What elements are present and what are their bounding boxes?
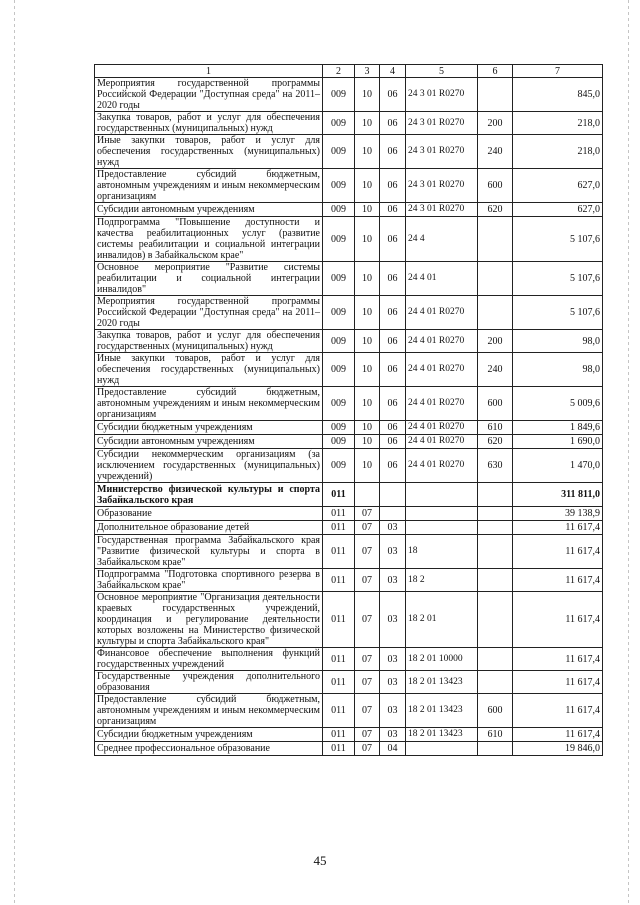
amount: 11 617,4 [513,671,603,694]
subsection-code: 03 [380,521,406,535]
amount: 11 617,4 [513,694,603,728]
amount: 5 107,6 [513,296,603,330]
ved-code: 009 [323,78,355,112]
row-name: Предоставление субсидий бюджетным, автономным учреждениям и иным некоммерческим организациям [95,387,323,421]
amount: 11 617,4 [513,569,603,592]
section-code: 07 [355,592,380,648]
header-cell: 2 [323,65,355,78]
table-row [95,449,603,483]
row-name: Основное мероприятие "Развитие системы реабилитации и социальной интеграции инвалидов" [95,262,323,296]
subsection-code: 06 [380,435,406,449]
amount: 98,0 [513,353,603,387]
expense-type-code: 600 [478,387,513,421]
amount: 627,0 [513,203,603,217]
table-row [95,203,603,217]
amount: 218,0 [513,112,603,135]
table-row [95,435,603,449]
amount: 98,0 [513,330,603,353]
table-row [95,483,603,507]
ved-code: 011 [323,742,355,756]
ved-code: 011 [323,483,355,507]
subsection-code [380,507,406,521]
amount: 845,0 [513,78,603,112]
expense-type-code: 200 [478,330,513,353]
budget-table [94,64,603,756]
target-article-code: 24 4 01 R0270 [406,387,478,421]
header-cell: 6 [478,65,513,78]
header-cell: 1 [95,65,323,78]
expense-type-code [478,521,513,535]
target-article-code: 24 3 01 R0270 [406,112,478,135]
expense-type-code: 620 [478,203,513,217]
target-article-code: 24 3 01 R0270 [406,78,478,112]
ved-code: 009 [323,112,355,135]
header-cell: 7 [513,65,603,78]
table-row [95,521,603,535]
table-row [95,169,603,203]
table-header-row [95,65,603,78]
target-article-code: 18 2 01 13423 [406,728,478,742]
ved-code: 011 [323,535,355,569]
table-row [95,262,603,296]
subsection-code: 06 [380,330,406,353]
row-name: Иные закупки товаров, работ и услуг для обеспечения государственных (муниципальных) нужд [95,135,323,169]
table-row [95,421,603,435]
amount: 11 617,4 [513,535,603,569]
amount: 11 617,4 [513,521,603,535]
target-article-code: 24 4 01 R0270 [406,421,478,435]
target-article-code: 24 4 01 R0270 [406,296,478,330]
subsection-code: 06 [380,387,406,421]
table-row [95,694,603,728]
row-name: Среднее профессиональное образование [95,742,323,756]
ved-code: 011 [323,648,355,671]
subsection-code: 03 [380,694,406,728]
target-article-code: 18 2 01 13423 [406,694,478,728]
expense-type-code [478,569,513,592]
ved-code: 009 [323,435,355,449]
section-code: 10 [355,217,380,262]
subsection-code: 06 [380,217,406,262]
subsection-code: 03 [380,569,406,592]
target-article-code: 18 2 01 13423 [406,671,478,694]
subsection-code: 06 [380,262,406,296]
ved-code: 009 [323,353,355,387]
section-code: 07 [355,569,380,592]
section-code: 07 [355,742,380,756]
table-row [95,592,603,648]
expense-type-code: 620 [478,435,513,449]
expense-type-code: 630 [478,449,513,483]
row-name: Министерство физической культуры и спорта Забайкальского края [95,483,323,507]
row-name: Образование [95,507,323,521]
table-row [95,330,603,353]
table-row [95,742,603,756]
ved-code: 011 [323,694,355,728]
row-name: Дополнительное образование детей [95,521,323,535]
table-row [95,569,603,592]
amount: 5 107,6 [513,262,603,296]
target-article-code: 24 4 01 R0270 [406,330,478,353]
target-article-code: 18 2 01 10000 [406,648,478,671]
section-code: 07 [355,521,380,535]
amount: 627,0 [513,169,603,203]
row-name: Подпрограмма "Повышение доступности и качества реабилитационных услуг (развитие системы реабилитации и социальной интеграции инвалидов) в Забайкальском крае" [95,217,323,262]
target-article-code: 24 4 01 R0270 [406,435,478,449]
subsection-code: 03 [380,592,406,648]
amount: 5 009,6 [513,387,603,421]
subsection-code: 06 [380,353,406,387]
subsection-code: 06 [380,296,406,330]
row-name: Государственные учреждения дополнительного образования [95,671,323,694]
target-article-code: 24 4 01 [406,262,478,296]
amount: 11 617,4 [513,592,603,648]
amount: 19 846,0 [513,742,603,756]
section-code: 10 [355,135,380,169]
section-code: 10 [355,421,380,435]
target-article-code [406,483,478,507]
amount: 11 617,4 [513,648,603,671]
target-article-code [406,507,478,521]
expense-type-code [478,507,513,521]
subsection-code: 03 [380,671,406,694]
scan-edge-right [628,0,629,905]
subsection-code: 06 [380,169,406,203]
section-code: 10 [355,353,380,387]
section-code: 10 [355,203,380,217]
subsection-code: 03 [380,728,406,742]
row-name: Мероприятия государственной программы Российской Федерации "Доступная среда" на 2011–2020 годы [95,78,323,112]
table-row [95,296,603,330]
section-code: 10 [355,449,380,483]
expense-type-code [478,217,513,262]
row-name: Субсидии автономным учреждениям [95,203,323,217]
header-cell: 5 [406,65,478,78]
ved-code: 009 [323,421,355,435]
row-name: Иные закупки товаров, работ и услуг для обеспечения государственных (муниципальных) нужд [95,353,323,387]
expense-type-code: 610 [478,421,513,435]
subsection-code: 06 [380,78,406,112]
target-article-code: 18 2 01 [406,592,478,648]
ved-code: 009 [323,296,355,330]
section-code [355,483,380,507]
amount: 311 811,0 [513,483,603,507]
section-code: 07 [355,671,380,694]
section-code: 10 [355,330,380,353]
target-article-code [406,742,478,756]
section-code: 07 [355,648,380,671]
target-article-code: 18 2 [406,569,478,592]
ved-code: 009 [323,135,355,169]
expense-type-code [478,648,513,671]
row-name: Подпрограмма "Подготовка спортивного резерва в Забайкальском крае" [95,569,323,592]
ved-code: 011 [323,569,355,592]
table-row [95,535,603,569]
ved-code: 011 [323,507,355,521]
target-article-code: 24 4 01 R0270 [406,353,478,387]
expense-type-code: 240 [478,353,513,387]
scan-edge-left [14,0,15,905]
table-row [95,353,603,387]
target-article-code: 24 3 01 R0270 [406,169,478,203]
row-name: Субсидии некоммерческим организациям (за исключением государственных (муниципальных) учреждений) [95,449,323,483]
subsection-code: 03 [380,648,406,671]
page-number: 45 [313,853,327,868]
table-row [95,648,603,671]
amount: 5 107,6 [513,217,603,262]
expense-type-code: 600 [478,169,513,203]
table-row [95,78,603,112]
row-name: Финансовое обеспечение выполнения функций государственных учреждений [95,648,323,671]
ved-code: 009 [323,387,355,421]
row-name: Предоставление субсидий бюджетным, автономным учреждениям и иным некоммерческим организациям [95,694,323,728]
row-name: Предоставление субсидий бюджетным, автономным учреждениям и иным некоммерческим организациям [95,169,323,203]
table-row [95,135,603,169]
section-code: 07 [355,507,380,521]
table-row [95,387,603,421]
ved-code: 009 [323,449,355,483]
section-code: 07 [355,694,380,728]
expense-type-code [478,742,513,756]
section-code: 10 [355,169,380,203]
target-article-code: 24 3 01 R0270 [406,135,478,169]
row-name: Закупка товаров, работ и услуг для обеспечения государственных (муниципальных) нужд [95,112,323,135]
expense-type-code [478,78,513,112]
section-code: 10 [355,387,380,421]
target-article-code: 24 3 01 R0270 [406,203,478,217]
target-article-code: 18 [406,535,478,569]
amount: 1 690,0 [513,435,603,449]
section-code: 10 [355,78,380,112]
ved-code: 011 [323,521,355,535]
section-code: 07 [355,728,380,742]
expense-type-code: 610 [478,728,513,742]
section-code: 10 [355,296,380,330]
subsection-code: 06 [380,203,406,217]
row-name: Закупка товаров, работ и услуг для обеспечения государственных (муниципальных) нужд [95,330,323,353]
table-row [95,112,603,135]
expense-type-code: 200 [478,112,513,135]
amount: 11 617,4 [513,728,603,742]
subsection-code: 06 [380,449,406,483]
row-name: Государственная программа Забайкальского края "Развитие физической культуры и спорта в Забайкальском крае" [95,535,323,569]
expense-type-code [478,262,513,296]
expense-type-code: 240 [478,135,513,169]
subsection-code [380,483,406,507]
expense-type-code [478,671,513,694]
ved-code: 011 [323,728,355,742]
section-code: 07 [355,535,380,569]
subsection-code: 06 [380,112,406,135]
expense-type-code [478,296,513,330]
row-name: Субсидии автономным учреждениям [95,435,323,449]
amount: 1 849,6 [513,421,603,435]
subsection-code: 03 [380,535,406,569]
section-code: 10 [355,112,380,135]
table-row [95,217,603,262]
ved-code: 011 [323,592,355,648]
header-cell: 3 [355,65,380,78]
section-code: 10 [355,262,380,296]
row-name: Основное мероприятие "Организация деятельности краевых государственных учреждений, координация и регулирование деятельности которых возложены на Министерство физической культуры и спорта Забайкальского края" [95,592,323,648]
table-row [95,507,603,521]
target-article-code: 24 4 [406,217,478,262]
target-article-code: 24 4 01 R0270 [406,449,478,483]
subsection-code: 06 [380,135,406,169]
row-name: Субсидии бюджетным учреждениям [95,728,323,742]
ved-code: 009 [323,203,355,217]
target-article-code [406,521,478,535]
header-cell: 4 [380,65,406,78]
ved-code: 009 [323,262,355,296]
subsection-code: 06 [380,421,406,435]
ved-code: 009 [323,169,355,203]
amount: 1 470,0 [513,449,603,483]
section-code: 10 [355,435,380,449]
expense-type-code [478,483,513,507]
amount: 39 138,9 [513,507,603,521]
ved-code: 009 [323,330,355,353]
subsection-code: 04 [380,742,406,756]
expense-type-code [478,535,513,569]
row-name: Субсидии бюджетным учреждениям [95,421,323,435]
amount: 218,0 [513,135,603,169]
expense-type-code [478,592,513,648]
ved-code: 009 [323,217,355,262]
ved-code: 011 [323,671,355,694]
expense-type-code: 600 [478,694,513,728]
table-row [95,671,603,694]
table-row [95,728,603,742]
row-name: Мероприятия государственной программы Российской Федерации "Доступная среда" на 2011–2020 годы [95,296,323,330]
